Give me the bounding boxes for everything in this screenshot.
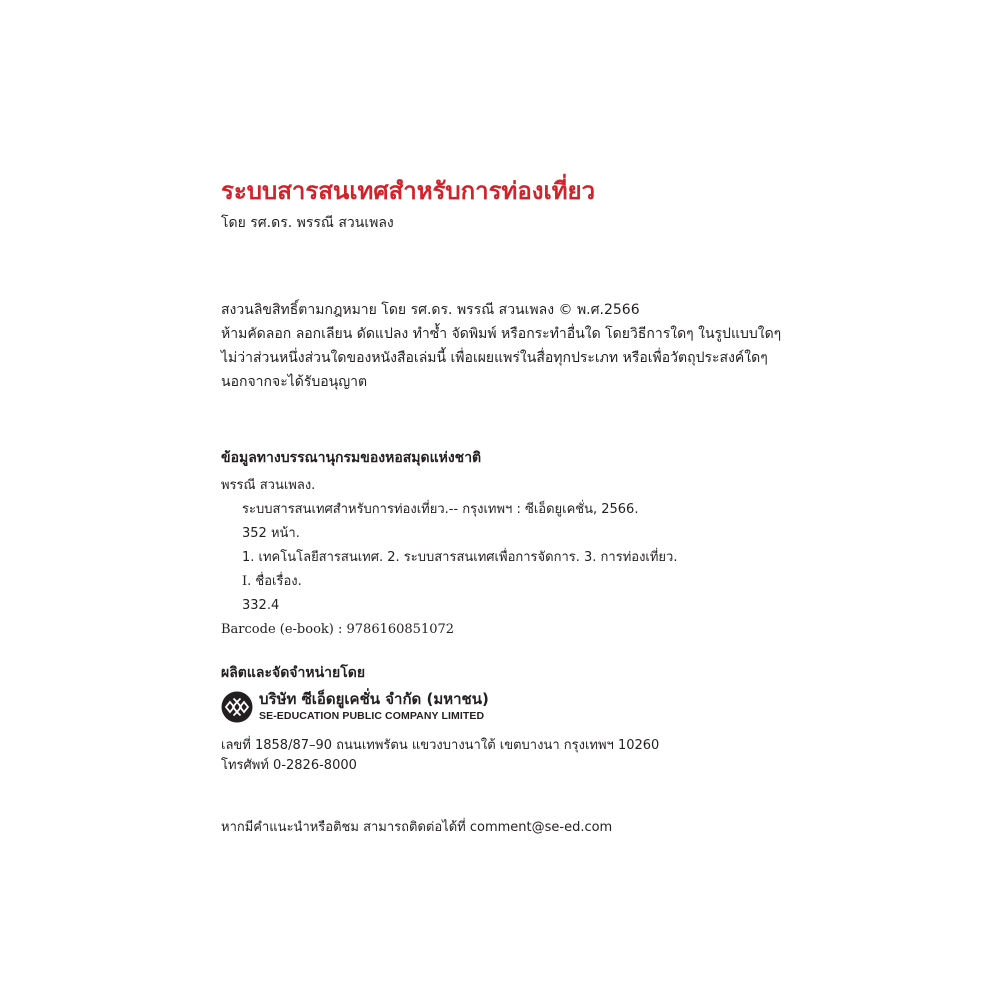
- publisher-name-english: SE-EDUCATION PUBLIC COMPANY LIMITED: [259, 710, 485, 722]
- cip-entry-subjects: 1. เทคโนโลยีสารสนเทศ. 2. ระบบสารสนเทศเพื่อการจัดการ. 3. การท่องเที่ยว.: [242, 550, 678, 565]
- copyright-line: สงวนลิขสิทธิ์ตามกฎหมาย โดย รศ.ดร. พรรณี สวนเพลง © พ.ศ.2566: [221, 302, 640, 318]
- producer-heading: ผลิตและจัดจำหน่ายโดย: [221, 665, 366, 681]
- cip-heading: ข้อมูลทางบรรณานุกรมของหอสมุดแห่งชาติ: [221, 450, 482, 466]
- copyright-line: ห้ามคัดลอก ลอกเลียน ดัดแปลง ทำซ้ำ จัดพิมพ์ หรือกระทำอื่นใด โดยวิธีการใดๆ ในรูปแบบใดๆ: [221, 326, 782, 342]
- se-ed-logo-icon: [221, 691, 253, 723]
- copyright-line: นอกจากจะได้รับอนุญาต: [221, 374, 368, 390]
- copyright-line: ไม่ว่าส่วนหนึ่งส่วนใดของหนังสือเล่มนี้ เพื่อเผยแพร่ในสื่อทุกประเภท หรือเพื่อวัตถุประสงค์ใดๆ: [221, 350, 768, 366]
- cip-author: พรรณี สวนเพลง.: [221, 478, 316, 493]
- barcode-line: Barcode (e-book) : 9786160851072: [221, 622, 455, 637]
- book-title: ระบบสารสนเทศสำหรับการท่องเที่ยว: [221, 176, 596, 205]
- cip-entry-title-heading: I. ชื่อเรื่อง.: [242, 574, 302, 589]
- cip-entry-classification: 332.4: [242, 598, 280, 613]
- publisher-address: [221, 736, 659, 776]
- publisher-name-thai: บริษัท ซีเอ็ดยูเคชั่น จำกัด (มหาชน): [259, 690, 489, 708]
- contact-line: หากมีคำแนะนำหรือติชม สามารถติดต่อได้ที่ comment@se-ed.com: [221, 820, 613, 835]
- cip-entry-pages: 352 หน้า.: [242, 526, 300, 541]
- cip-entry-title: ระบบสารสนเทศสำหรับการท่องเที่ยว.-- กรุงเทพฯ : ซีเอ็ดยูเคชั่น, 2566.: [242, 502, 639, 517]
- copyright-notice: [221, 298, 781, 394]
- author-line: โดย รศ.ดร. พรรณี สวนเพลง: [221, 215, 394, 231]
- phone-line: โทรศัพท์ 0-2826-8000: [221, 758, 357, 773]
- cip-entries: [242, 498, 677, 618]
- address-line: เลขที่ 1858/87–90 ถนนเทพรัตน แขวงบางนาใต้ เขตบางนา กรุงเทพฯ 10260: [221, 738, 660, 753]
